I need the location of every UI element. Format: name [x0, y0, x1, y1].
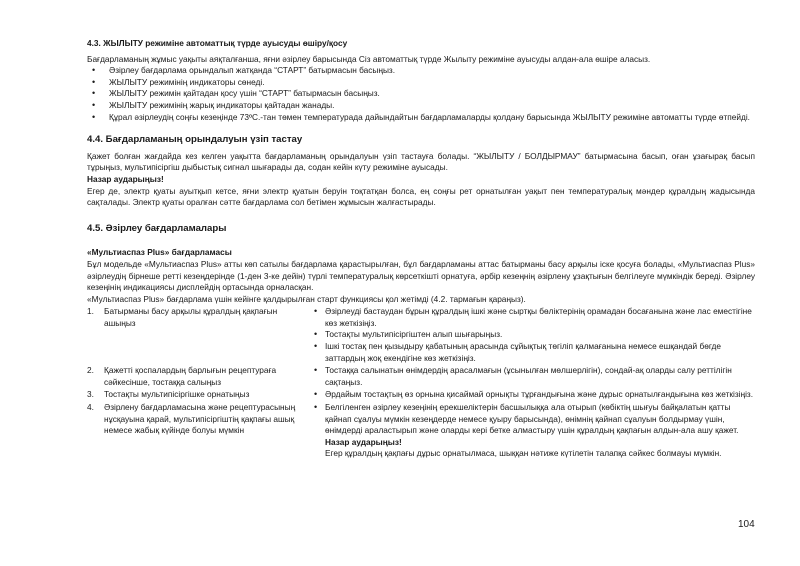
- step-row: [87, 402, 755, 460]
- section-43-bullet-list: [87, 65, 755, 123]
- list-item: • ЖЫЛЫТУ режимінің жарық индикаторы қайтадан жанады.: [87, 100, 755, 112]
- list-item: • Құрал әзірлеудің соңғы кезеңінде 73ºС.-тан төмен температурада дайындайтын бағдарламаларды қолдану барысында ЖЫЛЫТУ режиміне автоматты түрде өтпейді.: [87, 112, 755, 124]
- list-item: • Ішкі тостақ пен қызыдыру қабатының арасында сұйықтық төгіліп қалмағанына немесе ешқандай бөгде заттардың жоқ екендігіне көз жеткізіңіз.: [314, 341, 755, 364]
- step-row: [87, 365, 755, 388]
- step-details: [314, 306, 755, 364]
- step-action: Тостақты мультипісіргішке орнатыңыз: [104, 389, 250, 400]
- section-45-heading: 4.5. Әзірлеу бағдарламалары: [87, 222, 227, 234]
- section-44-warning-text: Егер де, электр қуаты ауытқып кетсе, яғни электр қуатын беруін тоқтатқан болса, ең соңғы рет орнатылған уақыт пен температуралық мәндер құралдың жадысында сақталады. Электр қуаты оралған сәтте бағдарлама сол бетімен жұмысын жалғастырады.: [87, 185, 755, 208]
- step-action: Батырманы басу арқылы құралдың қақпағын ашыңыз: [104, 306, 278, 328]
- step-number: 3.: [87, 389, 94, 400]
- step-action: Қажетті қоспалардың барлығын рецептураға сәйкесінше, тостаққа салыңыз: [104, 365, 277, 387]
- section-44-warning-label: Назар аударыңыз!: [87, 173, 164, 184]
- list-item: • Әрдайым тостақтың өз орнына қисаймай орнықты тұрғандығына және дұрыс орнатылғандығына көз жеткізіңіз.: [314, 389, 755, 401]
- step-warning-text: Егер құралдың қақпағы дұрыс орнатылмаса, шыққан нәтиже күтілетін талапқа сәйкес болмауы мүмкін.: [325, 448, 722, 459]
- section-43-intro: Бағдарламаның жұмыс уақыты аяқталғанша, яғни әзірлеу барысында Сіз автоматтық түрде Жылыту режиміне ауысуды алдан-ала өшіре аласыз.: [87, 53, 651, 64]
- list-item: • ЖЫЛЫТУ режимін қайтадан қосу үшін “СТАРТ” батырмасын басыңыз.: [87, 88, 755, 100]
- step-details: [314, 389, 755, 401]
- document-page: [87, 38, 755, 461]
- step-number: 2.: [87, 365, 94, 376]
- step-row: [87, 389, 755, 401]
- step-number: 1.: [87, 306, 94, 317]
- step-details: [314, 365, 755, 388]
- section-43-heading: 4.3. ЖЫЛЫТУ режиміне автоматтық түрде ауысуды өшіру/қосу: [87, 38, 348, 48]
- section-45-paragraph-2: «Мультиаспаз Plus» бағдарлама үшін кейінге қалдырылған старт функциясы қол жетімді (4.2. тармағын қараңыз).: [87, 293, 526, 304]
- list-item: • Әзірлеуді бастаудан бұрын құралдың ішкі және сыртқы бөліктерінің орамадан босағанына және лас еместігіне көз жеткізіңіз.: [314, 306, 755, 329]
- list-item: • Әзірлеу бағдарлама орындалып жатқанда “СТАРТ” батырмасын басыңыз.: [87, 65, 755, 77]
- page-number: 104: [738, 519, 755, 530]
- list-item: • Тостақты мультипісіргіштен алып шығарыңыз.: [314, 329, 755, 341]
- steps-table: [87, 306, 755, 460]
- section-44-heading: 4.4. Бағдарламаның орындалуын үзіп тастау: [87, 134, 303, 146]
- step-warning-label: Назар аударыңыз!: [325, 436, 402, 447]
- step-action: Әзірлену бағдарламасына және рецептурасының нұсқауына қарай, мультипісіргіштің қақпағы ашық немесе жабық күйінде болуы мүмкін: [104, 402, 296, 436]
- list-item: • Тостаққа салынатын өнімдердің арасалмағын (ұсынылған мөлшерлігін), сондай-ақ оларды салу реттілігін сақтаңыз.: [314, 365, 755, 388]
- step-row: [87, 306, 755, 364]
- list-item: • ЖЫЛЫТУ режимінің индикаторы сөнеді.: [87, 77, 755, 89]
- step-number: 4.: [87, 402, 94, 413]
- section-45-subheading: «Мультиаспаз Plus» бағдарламасы: [87, 247, 232, 258]
- section-45-paragraph: Бұл модельде «Мультиаспаз Plus» атты көп сатылы бағдарлама қарастырылған, бұл бағдарламаны аттас батырманы басу арқылы іске қосуға болады, «Мультиаспаз Plus» әзірлеудің бірнеше ретті кезеңдерінде (1-ден 3-ке дейін) түрлі температуралық көрсеткішті орнатуға, әрбір кезеңнің әзірлену ұзақтығын белгілеуге мүмкіндік береді. Әзірлеу кезеңінің индикациясы дисплейдің ортасында орналасқан.: [87, 258, 755, 293]
- section-44-paragraph: Қажет болған жағдайда кез келген уақытта бағдарламаның орындалуын үзіп тастауға болады. “ЖЫЛЫТУ / БОЛДЫРМАУ” батырмасына басып, оған ұзағырақ басып тұрыңыз, мультипісіргіш дыбыстық сигнал шығарады да, содан кейін күту режиміне ауысады.: [87, 150, 755, 173]
- step-details: [314, 402, 755, 460]
- list-item: • Белгіленген әзірлеу кезеңінің ерекшеліктерін басшылыққа ала отырып (көбіктің шығуы байқалатын қатты қайнап сұалуы мүмкін кезеңдерде немесе қуыру барысында), өнімнің қайнап сұалуын болдырмау үшін, өнімдерді араластырып және оларды кері бетке алмастыру үшін құралдың қақпағын алдын-ала ашу қажет.: [314, 402, 755, 437]
